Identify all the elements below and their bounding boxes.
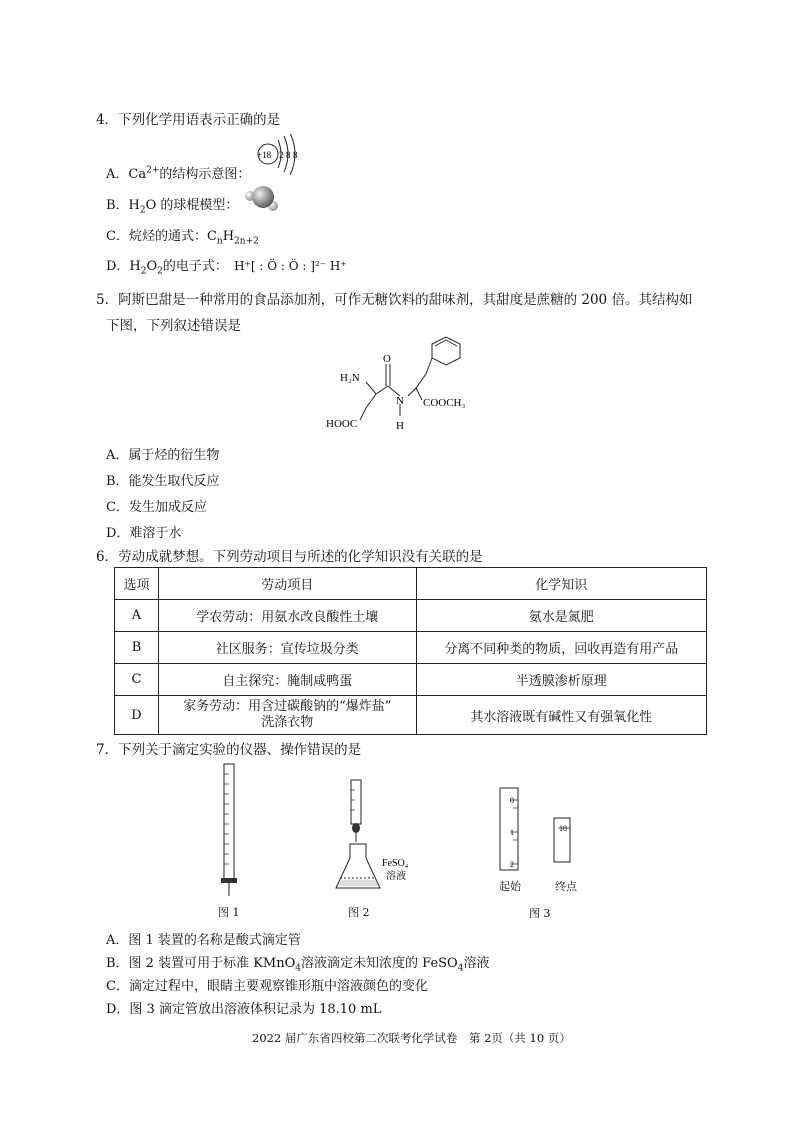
svg-text:O: O xyxy=(383,353,391,365)
svg-text:H₂N: H₂N xyxy=(340,372,360,384)
table-cell: 学农劳动：用氨水改良酸性土壤 xyxy=(158,600,416,632)
table-row xyxy=(115,600,707,632)
q5-option-d: D．难溶于水 xyxy=(106,526,182,541)
q4-option-a: A．$Ca^{2+}$的结构示意图： xyxy=(106,165,251,182)
fig3-caption: 图 3 xyxy=(529,907,551,920)
aspartame-structure xyxy=(320,336,490,436)
water-ball-stick-model xyxy=(242,182,282,216)
table-cell: A xyxy=(115,600,159,632)
table-row xyxy=(115,696,707,735)
fig3-label-start: 起始 xyxy=(499,880,521,893)
table-header: 选项 xyxy=(115,568,159,600)
q4-option-b: B．$H_2O$ 的球棍模型： xyxy=(106,198,239,216)
q7-stem: 7．下列关于滴定实验的仪器、操作错误的是 xyxy=(96,742,362,758)
q7-option-b: B．图 2 装置可用于标准 KMnO$_4$溶液滴定未知浓度的 FeSO$_4$溶液 xyxy=(106,956,490,974)
svg-text:8: 8 xyxy=(286,150,291,160)
q4-option-c: C．烷烃的通式：$C_nH_{2n+2}$ xyxy=(106,229,259,247)
svg-text:0: 0 xyxy=(510,796,514,805)
svg-text:COOCH₃: COOCH₃ xyxy=(423,397,466,409)
table-header: 化学知识 xyxy=(416,568,707,600)
table-cell: 其水溶液既有碱性又有强氧化性 xyxy=(416,696,707,735)
q6-table xyxy=(114,567,707,735)
table-cell: 氨水是氮肥 xyxy=(416,600,707,632)
h2o2-electron-formula: H⁺[ : Ö : Ö : ]²⁻ H⁺ xyxy=(234,259,347,273)
fig3-label-end: 终点 xyxy=(555,880,577,893)
svg-text:H: H xyxy=(396,420,404,432)
fig1-caption: 图 1 xyxy=(218,906,240,919)
table-row xyxy=(115,664,707,696)
table-cell: 家务劳动：用含过碳酸钠的“爆炸盐” 洗涤衣物 xyxy=(158,696,416,735)
q5-option-c: C．发生加成反应 xyxy=(106,500,207,515)
q5-option-b: B．能发生取代反应 xyxy=(106,474,220,489)
q4-stem: 4．下列化学用语表示正确的是 xyxy=(96,112,281,128)
fig2-label-feso4: FeSO₄ xyxy=(382,858,409,869)
q6-stem: 6．劳动成就梦想。下列劳动项目与所述的化学知识没有关联的是 xyxy=(96,549,483,565)
fig2-label-solution: 溶液 xyxy=(386,871,406,882)
svg-text:1: 1 xyxy=(510,828,514,837)
ca-ion-structure-diagram xyxy=(252,134,314,184)
table-header: 劳动项目 xyxy=(158,568,416,600)
svg-text:N: N xyxy=(396,395,404,407)
svg-text:HOOC: HOOC xyxy=(326,418,358,430)
q5-stem-line1: 5．阿斯巴甜是一种常用的食品添加剂，可作无糖饮料的甜味剂，其甜度是蔗糖的 200 倍。其结构如 xyxy=(96,292,693,308)
q7-option-a: A．图 1 装置的名称是酸式滴定管 xyxy=(106,933,301,948)
burette-readings-figure xyxy=(492,784,592,874)
svg-text:2: 2 xyxy=(510,860,514,869)
q5-stem-line2: 下图，下列叙述错误是 xyxy=(106,318,241,334)
page-footer: 2022 届广东省四校第二次联考化学试卷 第 2页（共 10 页） xyxy=(252,1031,571,1045)
table-cell: D xyxy=(115,696,159,735)
svg-text:2: 2 xyxy=(279,150,284,160)
q7-option-c: C．滴定过程中，眼睛主要观察锥形瓶中溶液颜色的变化 xyxy=(106,979,428,994)
table-cell: B xyxy=(115,632,159,664)
table-cell: 分离不同种类的物质，回收再造有用产品 xyxy=(416,632,707,664)
table-cell: 社区服务：宣传垃圾分类 xyxy=(158,632,416,664)
table-row xyxy=(115,632,707,664)
q4-option-d: D．$H_2O_2$的电子式： H⁺[ : Ö : Ö : ]²⁻ H⁺ xyxy=(106,259,347,277)
fig2-caption: 图 2 xyxy=(348,906,370,919)
svg-text:8: 8 xyxy=(293,150,298,160)
titration-flask-figure xyxy=(330,778,430,896)
table-cell: 自主探究：腌制咸鸭蛋 xyxy=(158,664,416,696)
q5-option-a: A．属于烃的衍生物 xyxy=(106,448,220,463)
table-cell: C xyxy=(115,664,159,696)
nucleus-charge: +18 xyxy=(257,150,272,160)
acid-burette-figure xyxy=(212,760,246,900)
table-cell: 半透膜渗析原理 xyxy=(416,664,707,696)
table-header-row xyxy=(115,568,707,600)
svg-text:18: 18 xyxy=(559,824,567,833)
q7-option-d: D．图 3 滴定管放出溶液体积记录为 18.10 mL xyxy=(106,1002,382,1017)
